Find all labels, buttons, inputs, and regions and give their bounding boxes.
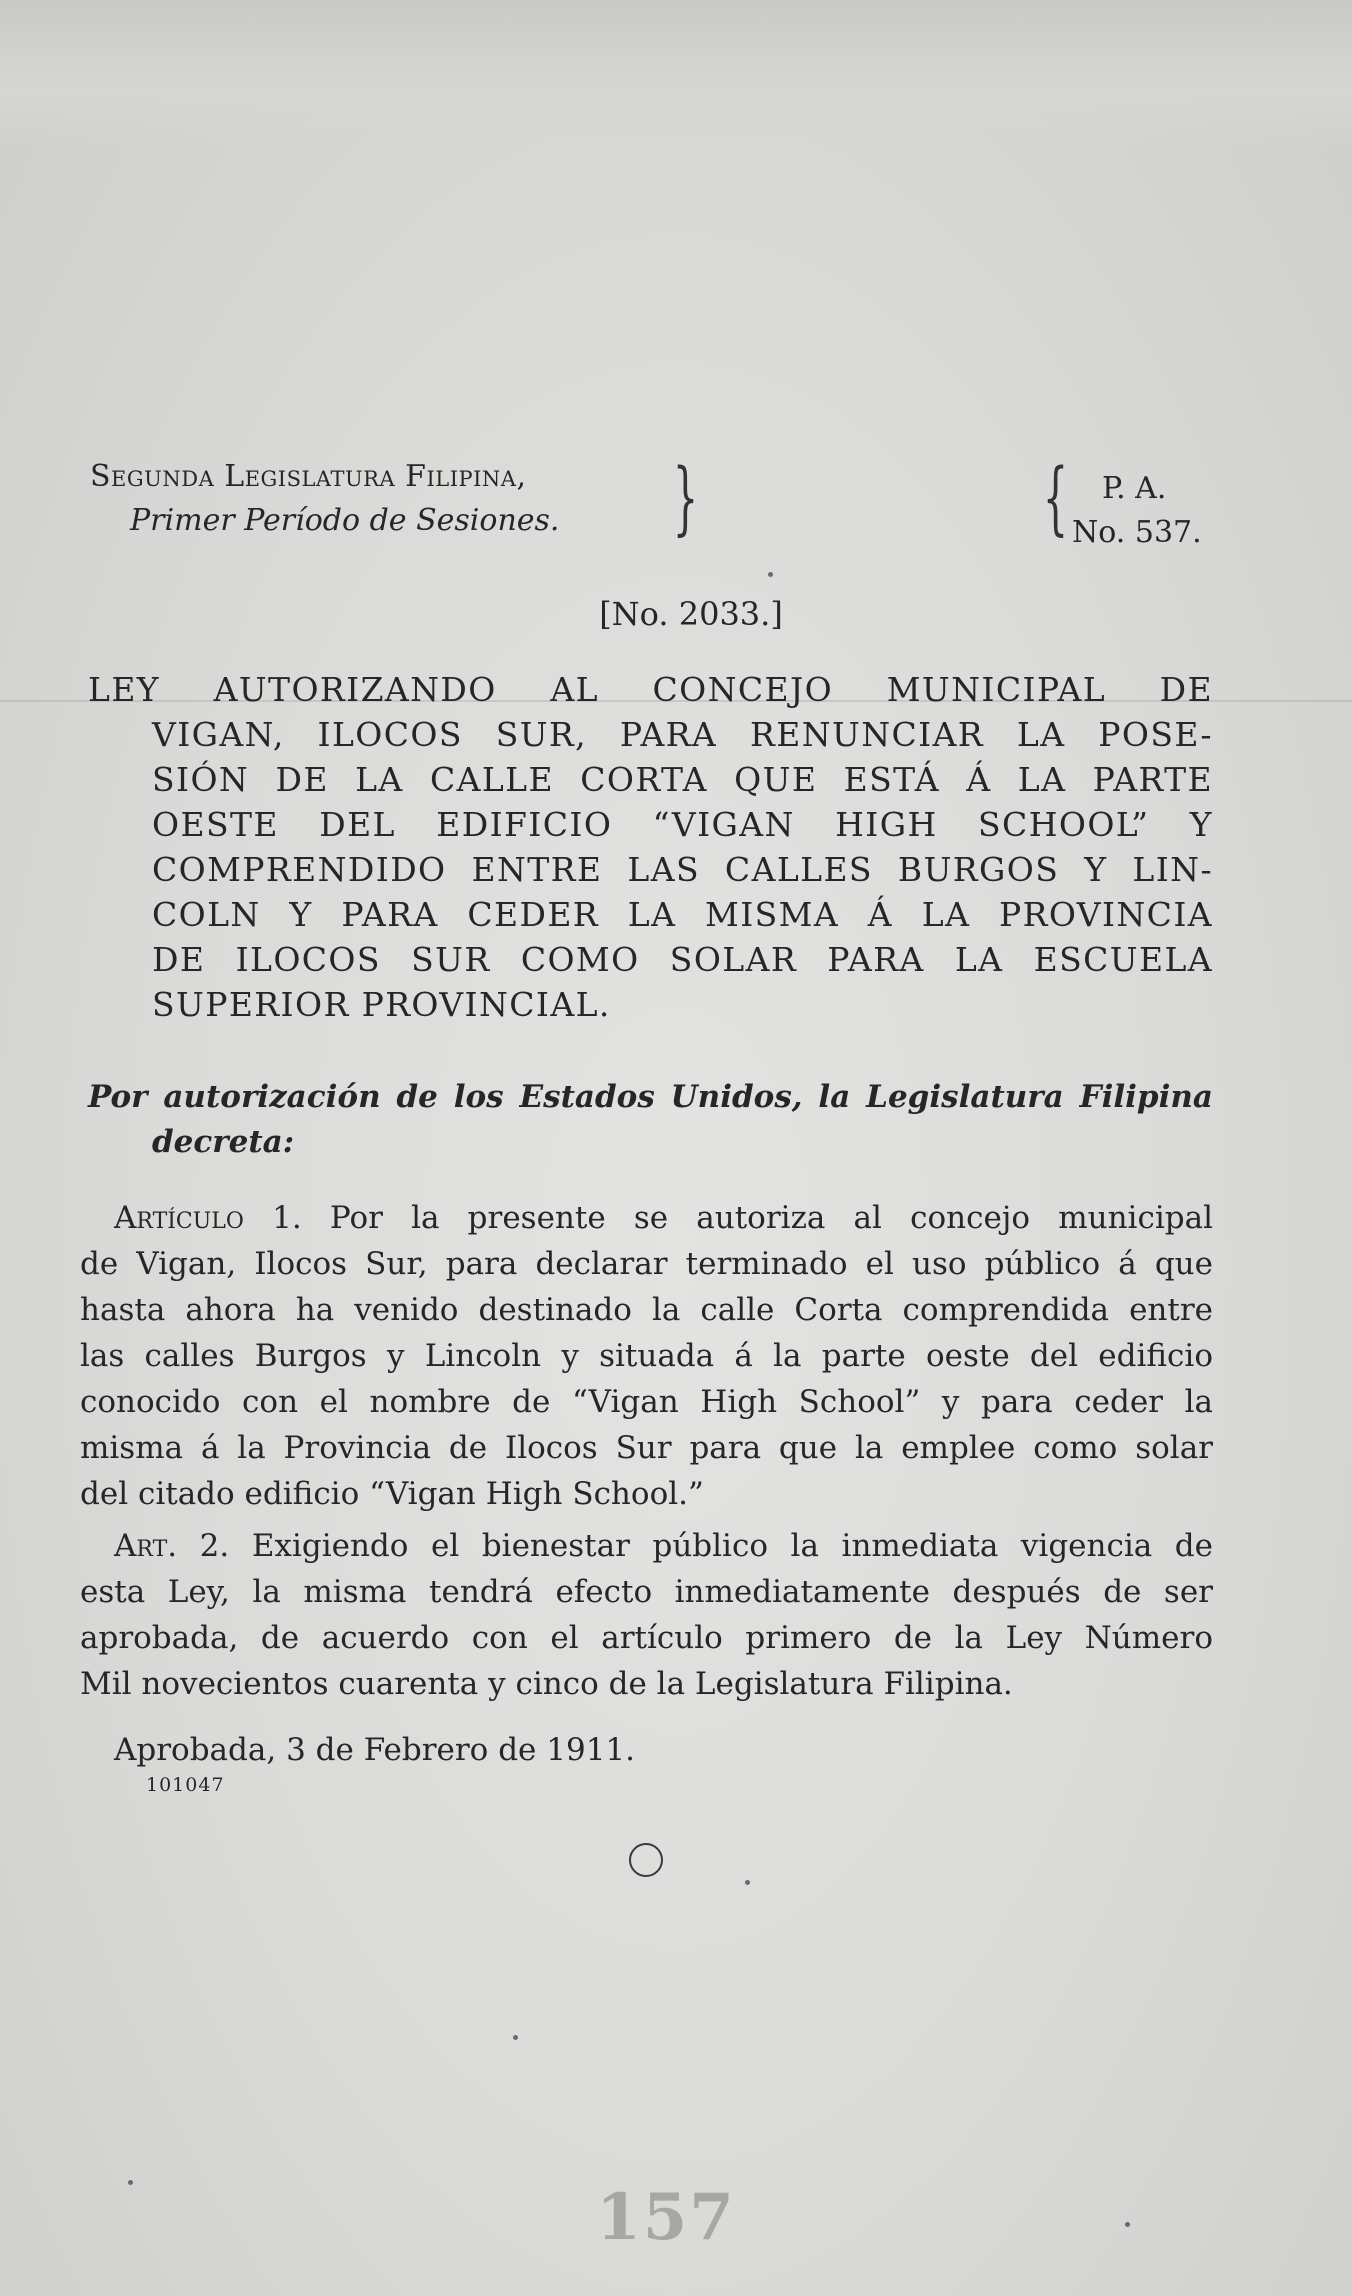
session-period: Primer Período de Sesiones. — [130, 503, 560, 538]
approval-date: Aprobada, 3 de Febrero de 1911. — [114, 1732, 635, 1768]
print-code: 101047 — [146, 1774, 225, 1796]
article-line: las calles Burgos y Lincoln y situada á la parte oeste del edificio — [80, 1338, 1213, 1374]
article-label: Art. 2. — [114, 1528, 230, 1564]
opening-brace: { — [1042, 451, 1069, 544]
speck — [745, 1880, 750, 1885]
article-1 — [80, 1195, 1213, 1517]
article-text: Por la presente se autoriza al concejo municipal — [329, 1200, 1213, 1236]
title-line: COLN Y PARA CEDER LA MISMA Á LA PROVINCIA — [152, 895, 1213, 934]
bill-number: No. 537. — [1072, 515, 1202, 550]
article-2 — [80, 1523, 1213, 1707]
scan-shadow — [0, 0, 1352, 150]
enacting-line: Por autorización de los Estados Unidos, la Legislatura Filipina — [88, 1079, 1213, 1115]
enacting-clause — [88, 1075, 1213, 1165]
title-line: SUPERIOR PROVINCIAL. — [152, 985, 611, 1024]
act-number: [No. 2033.] — [599, 595, 783, 633]
article-label: Artículo 1. — [114, 1200, 302, 1236]
speck — [513, 2035, 518, 2040]
title-line: OESTE DEL EDIFICIO “VIGAN HIGH SCHOOL” Y — [152, 805, 1213, 844]
title-line: DE ILOCOS SUR COMO SOLAR PARA LA ESCUELA — [152, 940, 1213, 979]
closing-brace: } — [672, 451, 699, 544]
article-line — [80, 1523, 1213, 1569]
article-text: Exigiendo el bienestar público la inmediata vigencia de — [251, 1528, 1213, 1564]
article-line: misma á la Provincia de Ilocos Sur para que la emplee como solar — [80, 1430, 1213, 1466]
article-line: esta Ley, la misma tendrá efecto inmediatamente después de ser — [80, 1574, 1213, 1610]
legislature-header — [90, 455, 690, 543]
title-line: SIÓN DE LA CALLE CORTA QUE ESTÁ Á LA PARTE — [152, 760, 1213, 799]
speck — [768, 572, 773, 577]
page-number: 157 — [596, 2180, 736, 2255]
article-line: Mil novecientos cuarenta y cinco de la Legislatura Filipina. — [80, 1666, 1013, 1702]
end-mark-circle-icon — [629, 1843, 663, 1877]
title-line: VIGAN, ILOCOS SUR, PARA RENUNCIAR LA POSE- — [152, 715, 1213, 754]
legislature-name: Segunda Legislatura Filipina, — [90, 459, 527, 494]
act-title — [88, 667, 1213, 1027]
bill-type: P. A. — [1102, 471, 1167, 506]
article-line: del citado edificio “Vigan High School.” — [80, 1476, 704, 1512]
article-line: aprobada, de acuerdo con el artículo primero de la Ley Número — [80, 1620, 1213, 1656]
article-line: de Vigan, Ilocos Sur, para declarar terminado el uso público á que — [80, 1246, 1213, 1282]
article-line — [80, 1195, 1213, 1241]
enacting-line: decreta: — [152, 1124, 295, 1160]
article-line: conocido con el nombre de “Vigan High School” y para ceder la — [80, 1384, 1213, 1420]
title-line: COMPRENDIDO ENTRE LAS CALLES BURGOS Y LIN- — [152, 850, 1213, 889]
bill-reference — [1072, 467, 1272, 555]
article-line: hasta ahora ha venido destinado la calle Corta comprendida entre — [80, 1292, 1213, 1328]
title-line: LEY AUTORIZANDO AL CONCEJO MUNICIPAL DE — [88, 670, 1213, 709]
